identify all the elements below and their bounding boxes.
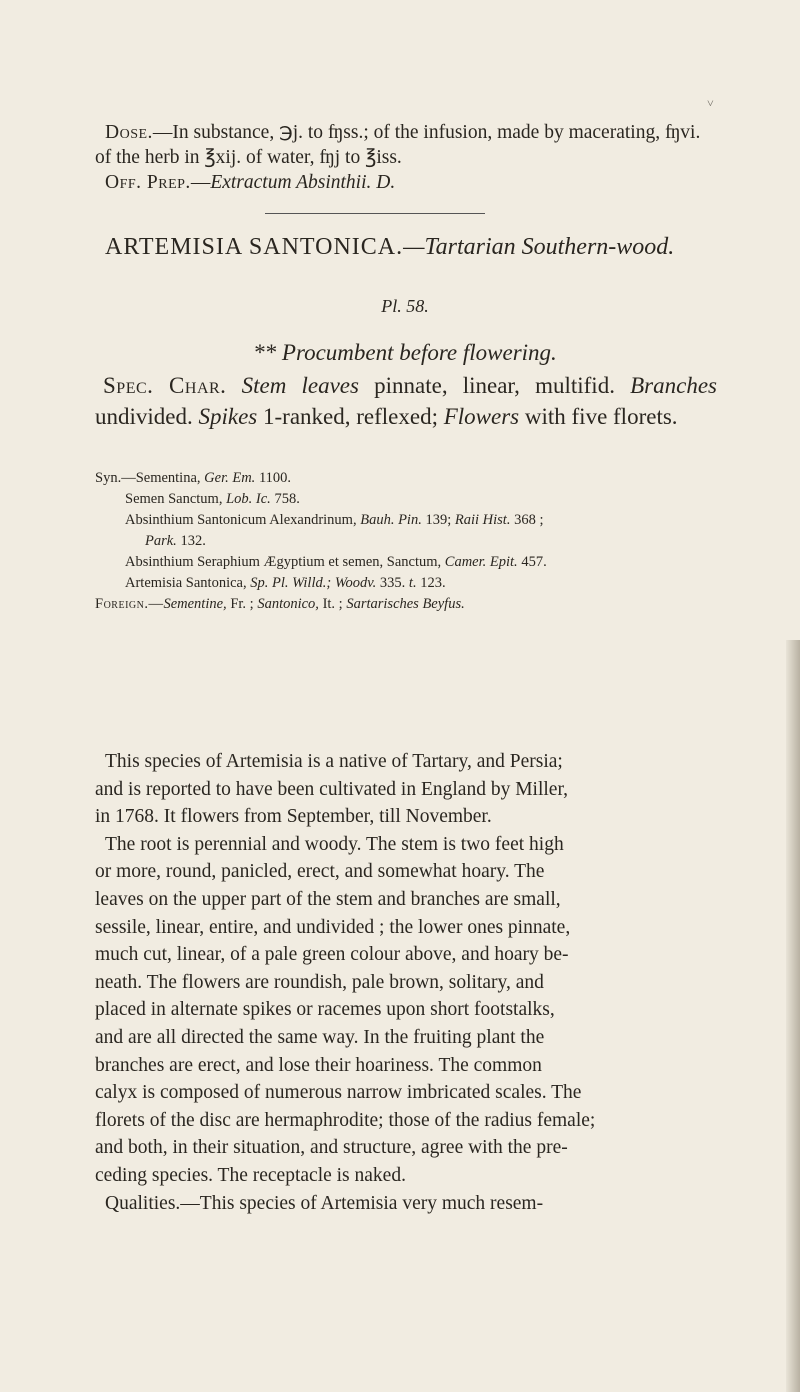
foreign-name: Santonico, <box>257 596 319 612</box>
section-subheading: ** Procumbent before flowering. <box>253 340 557 365</box>
spec-stem-leaves: Stem leaves <box>241 373 359 398</box>
synonym-line <box>95 552 715 573</box>
text-line: much cut, linear, of a pale green colour above, and hoary be- <box>95 944 569 966</box>
off-prep-line: Off. Prep.—Extractum Absinthii. D. <box>105 172 396 193</box>
foreign-lang: It. ; <box>318 596 347 612</box>
text-line: The root is perennial and woody. The stem is two feet high <box>105 833 564 855</box>
syn-ref: Camer. Epit. <box>444 554 518 570</box>
text-line: or more, round, panicled, erect, and somewhat hoary. The <box>95 861 545 883</box>
syn-num: 457. <box>517 554 547 570</box>
syn-num: 123. <box>416 575 446 591</box>
off-prep-suffix: D. <box>376 172 396 193</box>
synonym-line <box>95 531 715 552</box>
syn-ref: t. <box>408 575 417 591</box>
species-name: ARTEMISIA SANTONICA. <box>105 234 404 260</box>
off-prep-text: Extractum Absinthii. <box>210 172 372 193</box>
syn-ref: Ger. Em. <box>204 470 256 486</box>
synonym-line <box>95 468 715 489</box>
text-line: ceding species. The receptacle is naked. <box>95 1164 406 1186</box>
text-line: and is reported to have been cultivated in England by Miller, <box>95 778 569 800</box>
syn-num: 368 ; <box>510 512 544 528</box>
text-line: branches are erect, and lose their hoariness. The common <box>95 1054 542 1076</box>
syn-num: 1100. <box>255 470 292 486</box>
syn-num: 758. <box>270 491 300 507</box>
syn-ref: Bauh. Pin. <box>360 512 422 528</box>
syn-num: 335. <box>376 575 409 591</box>
common-name: —Tartarian Southern-wood. <box>403 234 675 260</box>
foreign-label: Foreign.— <box>95 596 164 612</box>
text-line: sessile, linear, entire, and undivided ; the lower ones pinnate, <box>95 916 571 938</box>
text-line: Qualities.—This species of Artemisia very much resem- <box>105 1192 544 1214</box>
syn-ref: Lob. Ic. <box>226 491 271 507</box>
foreign-name: Sartarisches Beyfus. <box>346 596 465 612</box>
text-line: placed in alternate spikes or racemes upon short footstalks, <box>95 999 555 1021</box>
dose-paragraph <box>95 120 715 170</box>
syn-ref: Sp. Pl. Willd.; Woodv. <box>250 575 377 591</box>
syn-ref: Raii Hist. <box>454 512 511 528</box>
text-line: This species of Artemisia is a native of Tartary, and Persia; <box>105 751 563 772</box>
corner-mark: ˅ <box>707 96 714 110</box>
spec-text-2: undivided. <box>95 404 199 429</box>
text-line: and both, in their situation, and structure, agree with the pre- <box>95 1137 568 1159</box>
text-line: leaves on the upper part of the stem and branches are small, <box>95 888 561 910</box>
syn-text: Semen Sanctum, <box>125 491 227 507</box>
syn-text: Absinthium Seraphium Ægyptium et semen, Sanctum, <box>125 554 445 570</box>
plate-number: Pl. 58. <box>381 296 429 316</box>
syn-text: Absinthium Santonicum Alexandrinum, <box>125 512 361 528</box>
species-heading <box>95 232 715 262</box>
syn-num: 139; <box>421 512 455 528</box>
synonym-line <box>95 510 715 531</box>
page-edge-shadow <box>786 640 800 1392</box>
spec-label: Spec. Char. <box>103 373 227 398</box>
synonyms-block <box>95 468 715 615</box>
text-line: and are all directed the same way. In the fruiting plant the <box>95 1026 545 1048</box>
synonym-line <box>95 573 715 594</box>
spec-spikes: Spikes <box>198 404 258 429</box>
text-line: calyx is composed of numerous narrow imbricated scales. The <box>95 1082 582 1104</box>
foreign-names-line <box>95 594 715 615</box>
foreign-name: Sementine, <box>163 596 227 612</box>
syn-num: 132. <box>176 533 206 549</box>
specific-character <box>95 370 717 432</box>
text-line: florets of the disc are hermaphrodite; those of the radius female; <box>95 1109 596 1131</box>
spec-text-3: 1-ranked, reflexed; <box>257 404 444 429</box>
syn-ref: Park. <box>145 533 177 549</box>
text-line: neath. The flowers are roundish, pale brown, solitary, and <box>95 971 544 993</box>
synonym-line <box>95 489 715 510</box>
text-line: in 1768. It flowers from September, till November. <box>95 806 492 828</box>
foreign-lang: Fr. ; <box>226 596 258 612</box>
syn-text: Syn.—Sementina, <box>95 470 205 486</box>
spec-text-1: pinnate, linear, multifid. <box>358 373 631 398</box>
dose-text: —In substance, ℈j. to ʩss.; of the infusion, made by macerating, ʩvi. of the herb in ℥xij. of water, ʩj to ℥iss. <box>95 122 701 168</box>
spec-text-4: with five florets. <box>519 404 678 429</box>
spec-branches: Branches <box>630 373 717 398</box>
syn-text: Artemisia Santonica, <box>125 575 251 591</box>
off-prep-label: Off. Prep. <box>105 172 191 193</box>
description-text <box>95 748 715 1217</box>
spec-flowers: Flowers <box>443 404 520 429</box>
section-divider <box>265 213 485 214</box>
dose-label: Dose. <box>105 122 153 143</box>
